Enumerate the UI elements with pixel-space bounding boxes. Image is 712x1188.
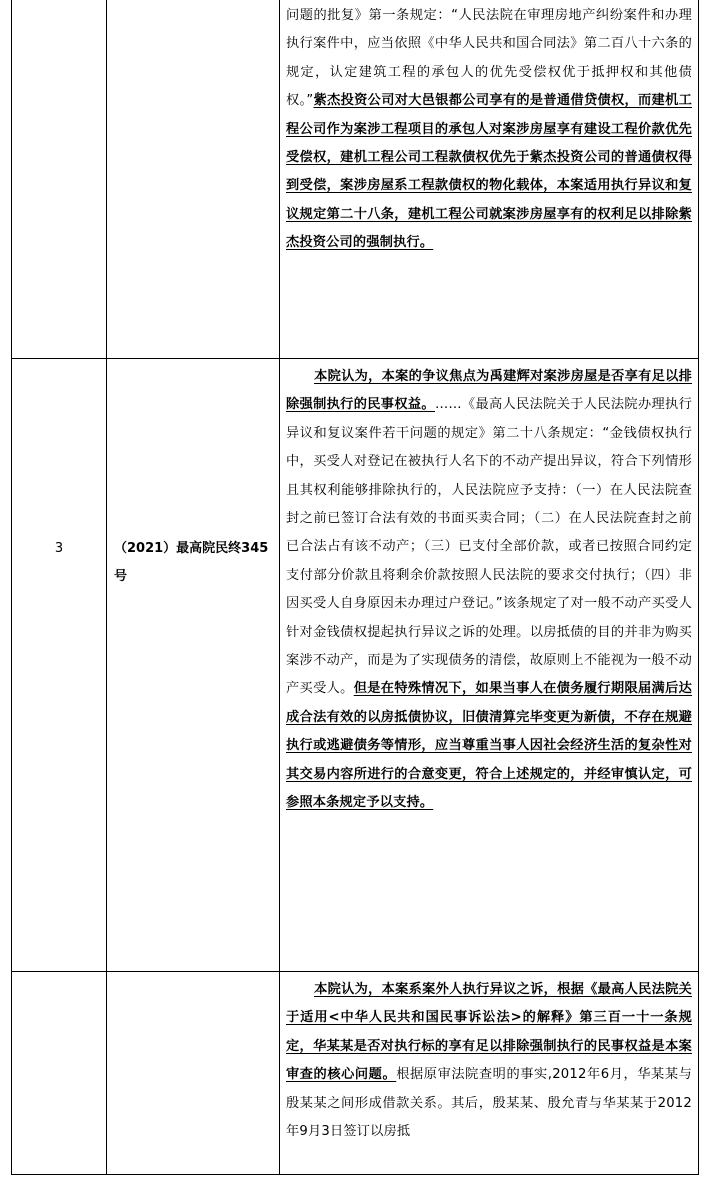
reasoning-segment-emphasis: 紫杰投资公司对大邑银都公司享有的是普通借贷债权，而建机工程公司作为案涉工程项目的承包人对案涉房屋享有建设工程价款优先受偿权，建机工程公司工程款债权优先于紫杰投资公司的普通债权得到受偿，案涉房屋系工程款债权的物化载体，本案适用执行异议和复议规定第二十八条，建机工程公司就案涉房屋享有的权利足以排除紫杰投资公司的强制执行。 [286, 93, 692, 251]
reasoning-segment-emphasis: 本院认为，本案系案外人执行异议之诉，根据《最高人民法院关于适用<中华人民共和国民事诉讼法>的解释》第三百一十一条规定，华某某是否对执行标的享有足以排除强制执行的民事权益是本案审查的核心问题。 [286, 982, 692, 1083]
reasoning-segment-emphasis: 但是在特殊情况下，如果当事人在债务履行期限届满后达成合法有效的以房抵债协议，旧债清算完毕变更为新债，不存在规避执行或逃避债务等情形，应当尊重当事人因社会经济生活的复杂性对其交易内容所进行的合意变更，符合上述规定的，并经审慎认定，可参照本条规定予以支持。 [286, 681, 693, 811]
reasoning-segment: 根据原审法院查明的事实,2012年6月，华某某与殷某某之间形成借款关系。其后，殷某某、殷允青与华某某于2012年9月3日签订以房抵 [286, 1067, 692, 1140]
case-table [11, 0, 699, 1175]
reasoning-text [286, 976, 692, 1146]
reasoning-cell [280, 0, 698, 358]
case-cell [107, 972, 280, 1175]
reasoning-segment: 问题的批复》第一条规定：“人民法院在审理房地产纠纷案件和办理执行案件中，应当依照《中华人民共和国合同法》第二百八十六条的规定，认定建筑工程的承包人的优先受偿权优于抵押权和其他债权。” [286, 8, 692, 109]
table-row [12, 0, 698, 359]
reasoning-text [286, 2, 692, 258]
number-cell [12, 972, 107, 1175]
number-cell [12, 0, 107, 358]
case-cell: （2021）最高院民终345号 [107, 359, 280, 971]
reasoning-segment-emphasis: 本院认为，本案的争议焦点为禹建辉对案涉房屋是否享有足以排除强制执行的民事权益。 [286, 369, 692, 413]
number-cell: 3 [12, 359, 107, 971]
reasoning-cell [280, 972, 698, 1175]
table-row [12, 359, 698, 972]
reasoning-cell [280, 359, 698, 971]
reasoning-text [286, 363, 692, 818]
table-row [12, 972, 698, 1175]
reasoning-segment: ……《最高人民法院关于人民法院办理执行异议和复议案件若干问题的规定》第二十八条规定：“金钱债权执行中，买受人对登记在被执行人名下的不动产提出异议，符合下列情形且其权利能够排除执行的，人民法院应予支持：（一）在人民法院查封之前已签订合法有效的书面买卖合同；（二）在人民法院查封之前已合法占有该不动产；（三）已支付全部价款，或者已按照合同约定支付部分价款且将剩余价款按照人民法院的要求交付执行；（四）非因买受人自身原因未办理过户登记。”该条规定了对一般不动产买受人针对金钱债权提起执行异议之诉的处理。以房抵债的目的并非为购买案涉不动产，而是为了实现债务的清偿，故原则上不能视为一般不动产买受人。 [286, 397, 692, 697]
case-cell [107, 0, 280, 358]
